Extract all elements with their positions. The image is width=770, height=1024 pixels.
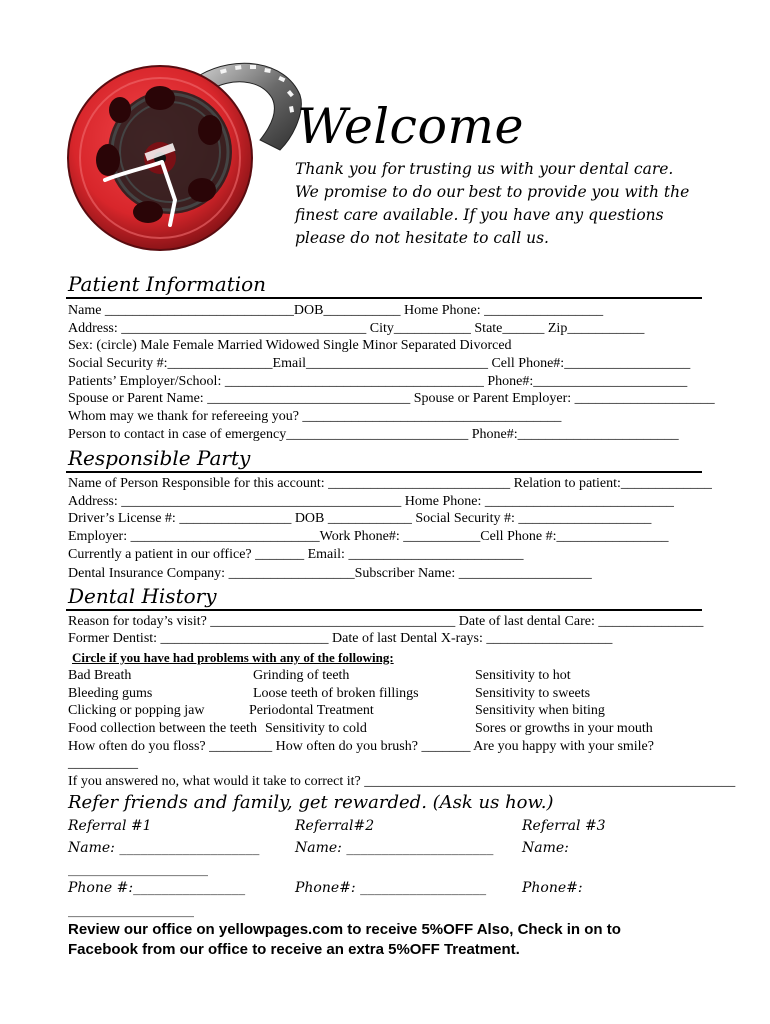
section-divider — [66, 471, 702, 473]
section-divider — [66, 609, 702, 611]
patient-employer-row[interactable]: Patients’ Employer/School: _____________________________________ Phone#:______________________ — [68, 374, 688, 389]
intro-line: We promise to do our best to provide you with the — [295, 183, 690, 201]
film-reel-logo — [50, 40, 310, 255]
intro-line: Thank you for trusting us with your dental care. — [295, 160, 674, 178]
section-divider — [66, 297, 702, 299]
former-dentist-row[interactable]: Former Dentist: ________________________ Date of last Dental X-rays: __________________ — [68, 631, 613, 646]
referral-1-label: Referral #1 — [68, 818, 152, 834]
responsible-employer-row[interactable]: Employer: ___________________________Work Phone#: ___________Cell Phone #:________________ — [68, 529, 669, 544]
patient-name-row[interactable]: Name ___________________________DOB___________ Home Phone: _________________ — [68, 303, 604, 318]
referral-1-name-field[interactable]: Name: ____________________ — [68, 840, 260, 856]
responsible-party-heading: Responsible Party — [68, 446, 251, 470]
welcome-title: Welcome — [297, 98, 524, 155]
circle-problems-heading — [72, 650, 394, 667]
referral-phone-continuation[interactable]: __________________ — [68, 902, 194, 918]
responsible-name-row[interactable]: Name of Person Responsible for this account: __________________________ Relation to patient:_____________ — [68, 476, 712, 491]
problem-option[interactable]: Sores or growths in your mouth — [475, 721, 653, 736]
problem-option[interactable]: Sensitivity to cold — [265, 721, 367, 736]
patient-address-row[interactable]: Address: ___________________________________ City___________ State______ Zip___________ — [68, 321, 645, 336]
referral-2-label: Referral#2 — [295, 818, 375, 834]
review-offer-line: Facebook from our office to receive an extra 5%OFF Treatment. — [68, 941, 520, 958]
referral-heading: Refer friends and family, get rewarded. (Ask us how.) — [68, 792, 554, 813]
intro-text — [295, 158, 689, 250]
referral-2-name-field[interactable]: Name: _____________________ — [295, 840, 494, 856]
referral-2-phone-field[interactable]: Phone#: __________________ — [295, 880, 487, 896]
intro-line: please do not hesitate to call us. — [295, 229, 549, 247]
review-offer-text — [68, 920, 621, 960]
correct-it-row[interactable]: If you answered no, what would it take to correct it? _____________________________________________________ — [68, 774, 736, 789]
problem-option[interactable]: Periodontal Treatment — [249, 703, 374, 718]
problem-option[interactable]: Grinding of teeth — [253, 668, 350, 683]
smile-answer-blank[interactable]: __________ — [68, 756, 138, 771]
problem-option[interactable]: Food collection between the teeth — [68, 721, 257, 736]
problem-option[interactable]: Bleeding gums — [68, 686, 153, 701]
referral-3-label: Referral #3 — [522, 818, 606, 834]
problem-option[interactable]: Sensitivity to hot — [475, 668, 571, 683]
problem-option[interactable]: Sensitivity when biting — [475, 703, 605, 718]
patient-sex-marital-row[interactable]: Sex: (circle) Male Female Married Widowed Single Minor Separated Divorced — [68, 338, 512, 353]
referral-3-phone-field[interactable]: Phone#: — [522, 880, 583, 896]
intro-line: finest care available. If you have any questions — [295, 206, 664, 224]
referral-name-continuation[interactable]: ____________________ — [68, 861, 208, 877]
visit-reason-row[interactable]: Reason for today’s visit? ___________________________________ Date of last dental Care: _______________ — [68, 614, 704, 629]
patient-information-heading: Patient Information — [68, 272, 267, 296]
current-patient-row[interactable]: Currently a patient in our office? _______ Email: _________________________ — [68, 547, 524, 562]
review-offer-line: Review our office on yellowpages.com to receive 5%OFF Also, Check in on to — [68, 921, 621, 938]
dental-history-heading: Dental History — [68, 584, 217, 608]
floss-brush-row[interactable]: How often do you floss? _________ How often do you brush? _______ Are you happy with your smile? — [68, 739, 654, 754]
problem-option[interactable]: Clicking or popping jaw — [68, 703, 205, 718]
circle-problems-text: Circle if you have had problems with any of the following: — [72, 650, 394, 665]
spouse-parent-row[interactable]: Spouse or Parent Name: _____________________________ Spouse or Parent Employer: ____________________ — [68, 391, 715, 406]
referral-1-phone-field[interactable]: Phone #:________________ — [68, 880, 246, 896]
problem-option[interactable]: Loose teeth of broken fillings — [253, 686, 419, 701]
problem-option[interactable]: Sensitivity to sweets — [475, 686, 591, 701]
responsible-license-row[interactable]: Driver’s License #: ________________ DOB ____________ Social Security #: ___________________ — [68, 511, 652, 526]
emergency-contact-row[interactable]: Person to contact in case of emergency__________________________ Phone#:_______________________ — [68, 427, 679, 442]
problem-option[interactable]: Bad Breath — [68, 668, 132, 683]
insurance-row[interactable]: Dental Insurance Company: __________________Subscriber Name: ___________________ — [68, 566, 592, 581]
referral-3-name-field[interactable]: Name: — [522, 840, 569, 856]
referred-by-row[interactable]: Whom may we thank for refereeing you? _____________________________________ — [68, 409, 562, 424]
responsible-address-row[interactable]: Address: ________________________________________ Home Phone: ___________________________ — [68, 494, 674, 509]
patient-ssn-email-row[interactable]: Social Security #:_______________Email__________________________ Cell Phone#:__________________ — [68, 356, 691, 371]
